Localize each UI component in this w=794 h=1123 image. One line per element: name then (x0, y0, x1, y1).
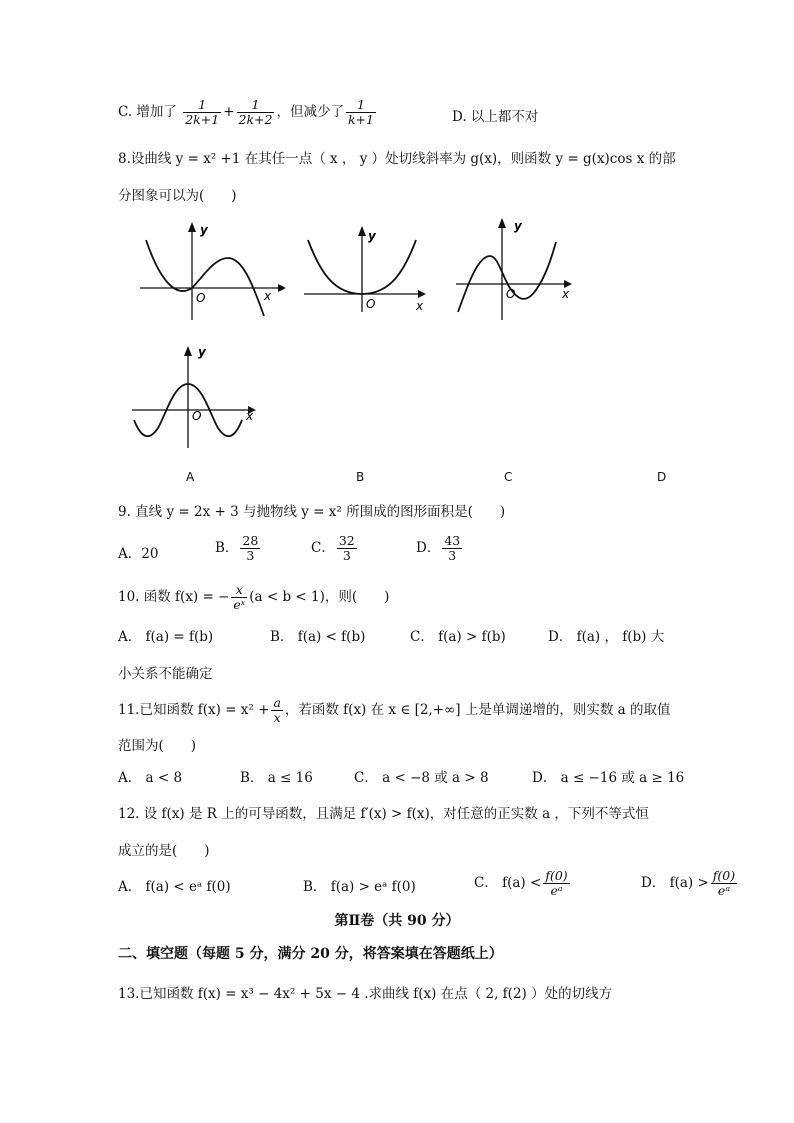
curve (458, 242, 556, 312)
x-label: x (416, 299, 424, 313)
q10-option-c: C． f(a) > f(b) (410, 629, 506, 645)
q8-graph-b (300, 222, 435, 314)
q8-option-b-label: B (356, 470, 365, 484)
q7-option-d: D. 以上都不对 (452, 109, 539, 125)
q12-stem-line1: 12. 设 f(x) 是 R 上的可导函数，且满足 f′(x) > f(x)，对任意的正实数 a ，下列不等式恒 (118, 806, 649, 822)
q12-option-c: C． f(a) < $\frac{f(0)}{\text{eᵃ}}$ (474, 868, 568, 898)
origin-label: O (506, 287, 516, 301)
y-axis-arrow (498, 218, 506, 228)
q9-stem: 9. 直线 y = 2x + 3 与抛物线 y = x² 所围成的图形面积是( ) (118, 504, 506, 520)
origin-label: O (196, 291, 206, 305)
q9-option-c: C． $\frac{32}{3}$ (311, 533, 355, 563)
q9-option-a: A．20 (118, 546, 159, 562)
origin-label: O (192, 409, 202, 423)
y-label: y (514, 219, 522, 233)
y-label: y (200, 223, 208, 237)
q12-option-b: B． f(a) > eᵃ f(0) (303, 879, 416, 895)
q10-option-d: D． f(a) ， f(b) 大 (548, 629, 665, 645)
y-label: y (368, 229, 376, 243)
q11-stem: 11.已知函数 f(x) = x² + $\frac{a}{x}$ ，若函数 f(x) 在 x ∈ [2,+∞] 上是单调递增的，则实数 a 的取值 (118, 695, 671, 725)
q12-option-a: A． f(a) < eᵃ f(0) (118, 879, 231, 895)
q10-option-a: A． f(a) = f(b) (118, 629, 214, 645)
q7-fraction-3: $\frac{1}{k+1}$ (347, 97, 374, 127)
q10-option-d-cont: 小关系不能确定 (118, 666, 213, 682)
q11-option-d: D． a ≤ −16 或 a ≥ 16 (532, 770, 685, 786)
x-label: x (562, 287, 570, 301)
q9-option-d: D． $\frac{43}{3}$ (416, 533, 461, 563)
x-label: x (264, 289, 272, 303)
q11-option-b: B． a ≤ 16 (240, 770, 313, 786)
q12-stem-line2: 成立的是( ) (118, 843, 210, 859)
q11-option-c: C． a < −8 或 a > 8 (354, 770, 489, 786)
origin-label: O (366, 297, 376, 311)
section-2-title: 第Ⅱ卷（共 90 分） (334, 913, 460, 929)
q11-stem-line2: 范围为( ) (118, 738, 197, 754)
x-label: x (246, 409, 254, 423)
q9-option-b: B． $\frac{28}{3}$ (215, 533, 259, 563)
q7-option-c-prefix: C. 增加了 (118, 104, 177, 120)
y-label: y (198, 345, 206, 359)
q8-option-c-label: C (504, 470, 513, 484)
q13-stem-line1: 13.已知函数 f(x) = x³ − 4x² + 5x − 4 .求曲线 f(x) 在点（ 2, f(2) ）处的切线方 (118, 986, 613, 1002)
section-2-heading: 二、填空题（每题 5 分，满分 20 分，将答案填在答题纸上） (118, 946, 503, 962)
q8-graph-d (128, 340, 263, 452)
q8-graph-c (452, 212, 582, 324)
y-axis-arrow (188, 222, 196, 232)
x-axis-arrow (278, 284, 286, 292)
q12-option-d: D． f(a) > $\frac{f(0)}{\text{eᵃ}}$ (641, 868, 736, 898)
y-axis-arrow (358, 226, 366, 236)
q7-fraction-1: $\frac{1}{2k+1}$ (185, 97, 220, 127)
q11-option-a: A． a < 8 (118, 770, 183, 786)
y-axis-arrow (184, 346, 192, 356)
q7-option-c: C. 增加了 $\frac{1}{2k+1}$ + $\frac{1}{2k+2}$ ，但减少了 $\frac{1}{k+1}$ (118, 97, 374, 127)
q8-stem-line2: 分图象可以为( ) (118, 188, 237, 204)
q7-fraction-2: $\frac{1}{2k+2}$ (238, 97, 273, 127)
q10-option-b: B． f(a) < f(b) (270, 629, 366, 645)
q8-stem-line1: 8.设曲线 y = x² +1 在其任一点（ x ， y ）处切线斜率为 g(x)，则函数 y = g(x)cos x 的部 (118, 151, 676, 167)
q10-stem: 10. 函数 f(x) = − $\frac{x}{\text{eˣ}}$ (a < b < 1)，则( ) (118, 582, 390, 612)
q8-option-d-label: D (657, 470, 667, 484)
q8-graph-a (136, 220, 286, 325)
x-axis-arrow (418, 290, 426, 298)
q8-option-a-label: A (186, 470, 195, 484)
